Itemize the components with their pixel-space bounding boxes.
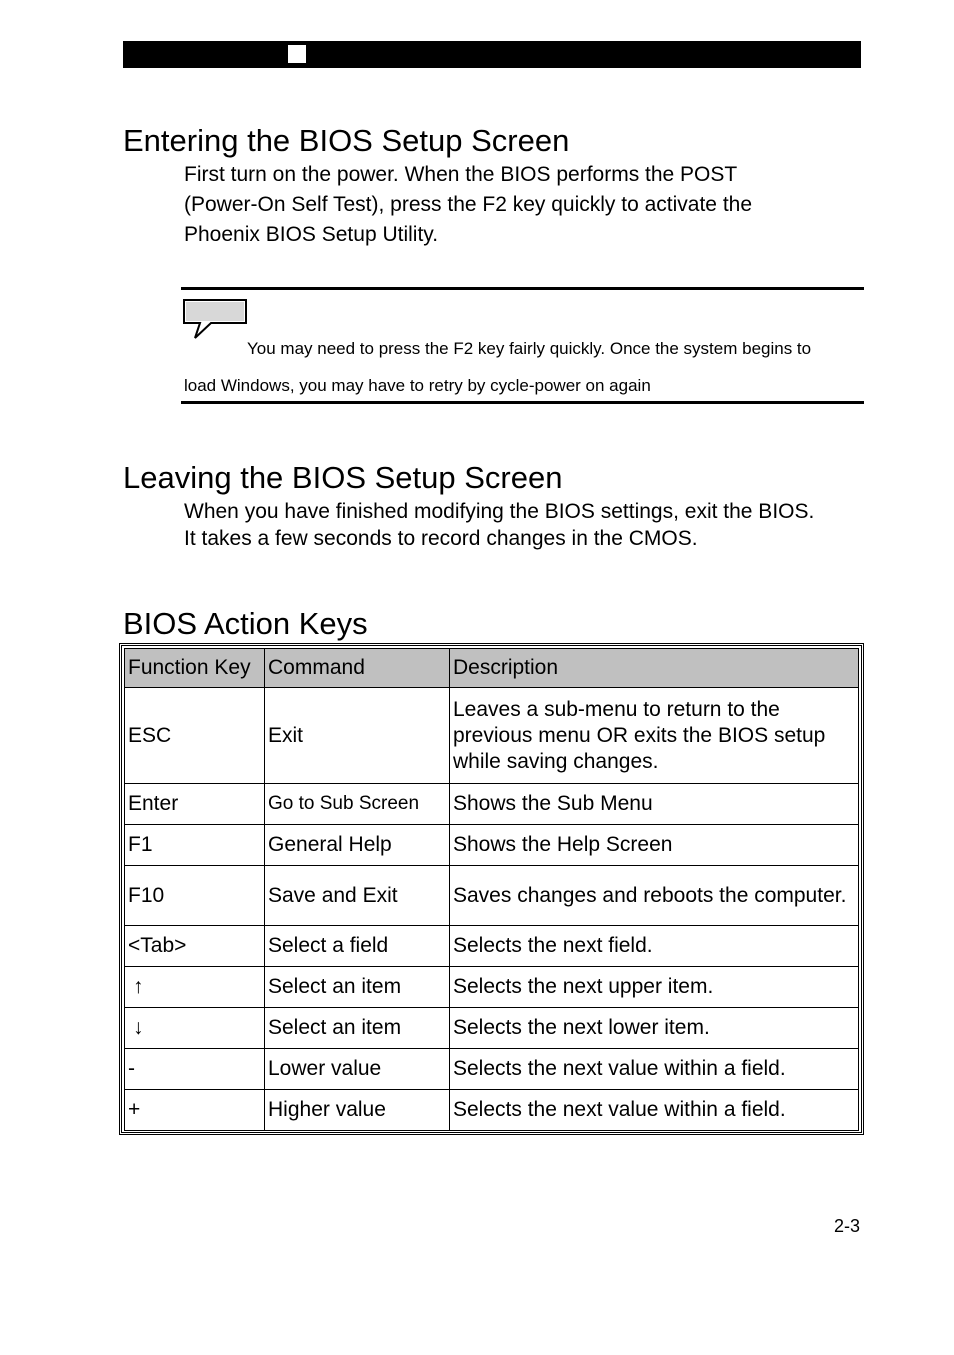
note-bottom-rule (181, 401, 864, 404)
cell-description: Selects the next value within a field. (450, 1049, 859, 1090)
section-body-entering: First turn on the power. When the BIOS performs the POST (Power-On Self Test), press the F2 key quickly to activate the Phoenix BIOS Setup Utility. (184, 163, 753, 246)
table-row (125, 866, 859, 926)
table-row (125, 688, 859, 784)
cell-key: <Tab> (125, 926, 265, 967)
cell-command: General Help (265, 825, 450, 866)
cell-command: Select a field (265, 926, 450, 967)
table-row (125, 926, 859, 967)
cell-description: Shows the Help Screen (450, 825, 859, 866)
table-row (125, 784, 859, 825)
table-row (125, 1008, 859, 1049)
cell-command: Higher value (265, 1090, 450, 1131)
cell-key: - (125, 1049, 265, 1090)
table-header-row (125, 649, 859, 688)
header-description: Description (450, 649, 859, 688)
note-text-line-1: You may need to press the F2 key fairly quickly. Once the system begins to (247, 339, 812, 358)
section-title-action-keys: BIOS Action Keys (123, 606, 368, 641)
table-row (125, 967, 859, 1008)
header-function-key: Function Key (125, 649, 265, 688)
cell-key-up-arrow-icon: ↑ (125, 967, 265, 1008)
header-command: Command (265, 649, 450, 688)
section-body-leaving: When you have finished modifying the BIOS settings, exit the BIOS. It takes a few seconds to record changes in the CMOS. (184, 500, 815, 550)
table-row (125, 1090, 859, 1131)
cell-description: Selects the next lower item. (450, 1008, 859, 1049)
note-text-line-2: load Windows, you may have to retry by cycle-power on again (184, 376, 651, 395)
cell-command: Select an item (265, 1008, 450, 1049)
cell-description: Leaves a sub-menu to return to the previous menu OR exits the BIOS setup while saving changes. (450, 688, 859, 784)
cell-command: Select an item (265, 967, 450, 1008)
section-title-leaving: Leaving the BIOS Setup Screen (123, 460, 563, 495)
cell-command: Exit (265, 688, 450, 784)
cell-description: Selects the next upper item. (450, 967, 859, 1008)
speech-bubble-note-icon (181, 297, 249, 341)
bios-action-keys-table (119, 643, 864, 1135)
cell-key: F1 (125, 825, 265, 866)
cell-key: Enter (125, 784, 265, 825)
cell-description: Shows the Sub Menu (450, 784, 859, 825)
header-square-marker (288, 45, 306, 63)
note-top-rule (181, 287, 864, 290)
cell-description: Selects the next value within a field. (450, 1090, 859, 1131)
cell-key: + (125, 1090, 265, 1131)
header-bar (123, 41, 861, 68)
section-title-entering: Entering the BIOS Setup Screen (123, 123, 570, 158)
page-number: 2-3 (834, 1216, 861, 1236)
cell-key: ESC (125, 688, 265, 784)
cell-description: Selects the next field. (450, 926, 859, 967)
cell-command: Lower value (265, 1049, 450, 1090)
table-row (125, 825, 859, 866)
cell-key: F10 (125, 866, 265, 926)
table-row (125, 1049, 859, 1090)
cell-command: Go to Sub Screen (265, 784, 450, 825)
cell-key-down-arrow-icon: ↓ (125, 1008, 265, 1049)
cell-description: Saves changes and reboots the computer. (450, 866, 859, 926)
cell-command: Save and Exit (265, 866, 450, 926)
